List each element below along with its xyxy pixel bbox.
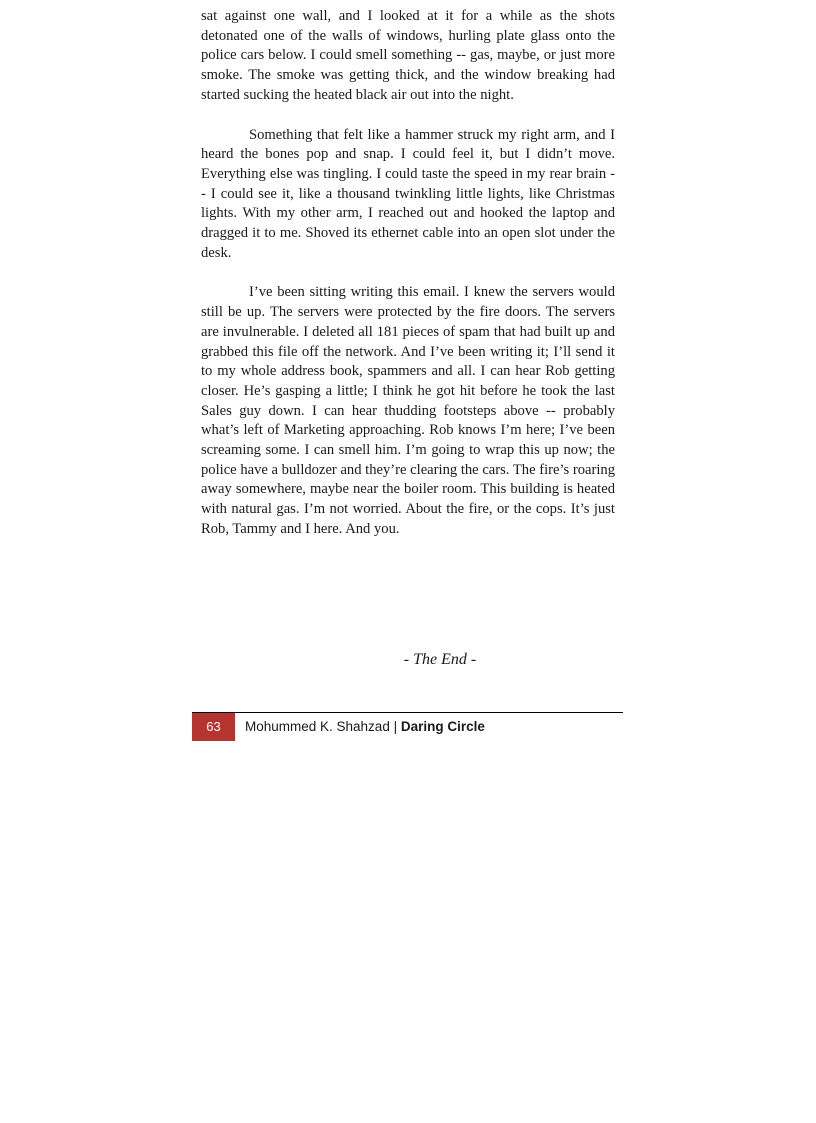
the-end-label: - The End - — [403, 651, 477, 668]
paragraph-1: sat against one wall, and I looked at it for a while as the shots detonated one of the walls of windows, hurling plate glass onto the police cars below. I could smell something -- gas, maybe, or just more smoke. The smoke was getting thick, and the window breaking had started sucking the heated black air out into the night. — [201, 8, 615, 103]
book-title: Daring Circle — [400, 719, 485, 734]
page-number-badge: 63 — [192, 713, 235, 741]
author-name: Mohummed K. Shahzad — [245, 719, 390, 734]
footer-separator: | — [393, 719, 398, 734]
story-text — [201, 7, 615, 560]
paragraph-2: Something that felt like a hammer struck my right arm, and I heard the bones pop and snap. I could feel it, but I didn’t move. Everything else was tingling. I could taste the speed in my rear brain -- I could see it, like a thousand twinkling little lights, like Christmas lights. With my other arm, I reached out and hooked the laptop and dragged it to me. Shoved its ethernet cable into an open slot under the desk. — [201, 126, 615, 261]
running-footer — [245, 713, 485, 741]
paragraph-3: I’ve been sitting writing this email. I knew the servers would still be up. The servers were protected by the fire doors. The servers are invulnerable. I deleted all 181 pieces of spam that had built up and grabbed this file off the network. And I’ve been writing it; I’ll send it to my whole address book, spammers and all. I can hear Rob getting closer. He’s gasping a little; I think he got hit before he took the last Sales guy down. I can hear thudding footsteps above -- probably what’s left of Marketing approaching. Rob knows I’m here; I’ve been screaming some. I can smell him. I’m going to wrap this up now; the police have a bulldozer and they’re clearing the cars. The fire’s roaring away somewhere, maybe near the boiler room. This building is heated with natural gas. I’m not worried. About the fire, or the cops. It’s just Rob, Tammy and I here. And you. — [201, 284, 615, 537]
